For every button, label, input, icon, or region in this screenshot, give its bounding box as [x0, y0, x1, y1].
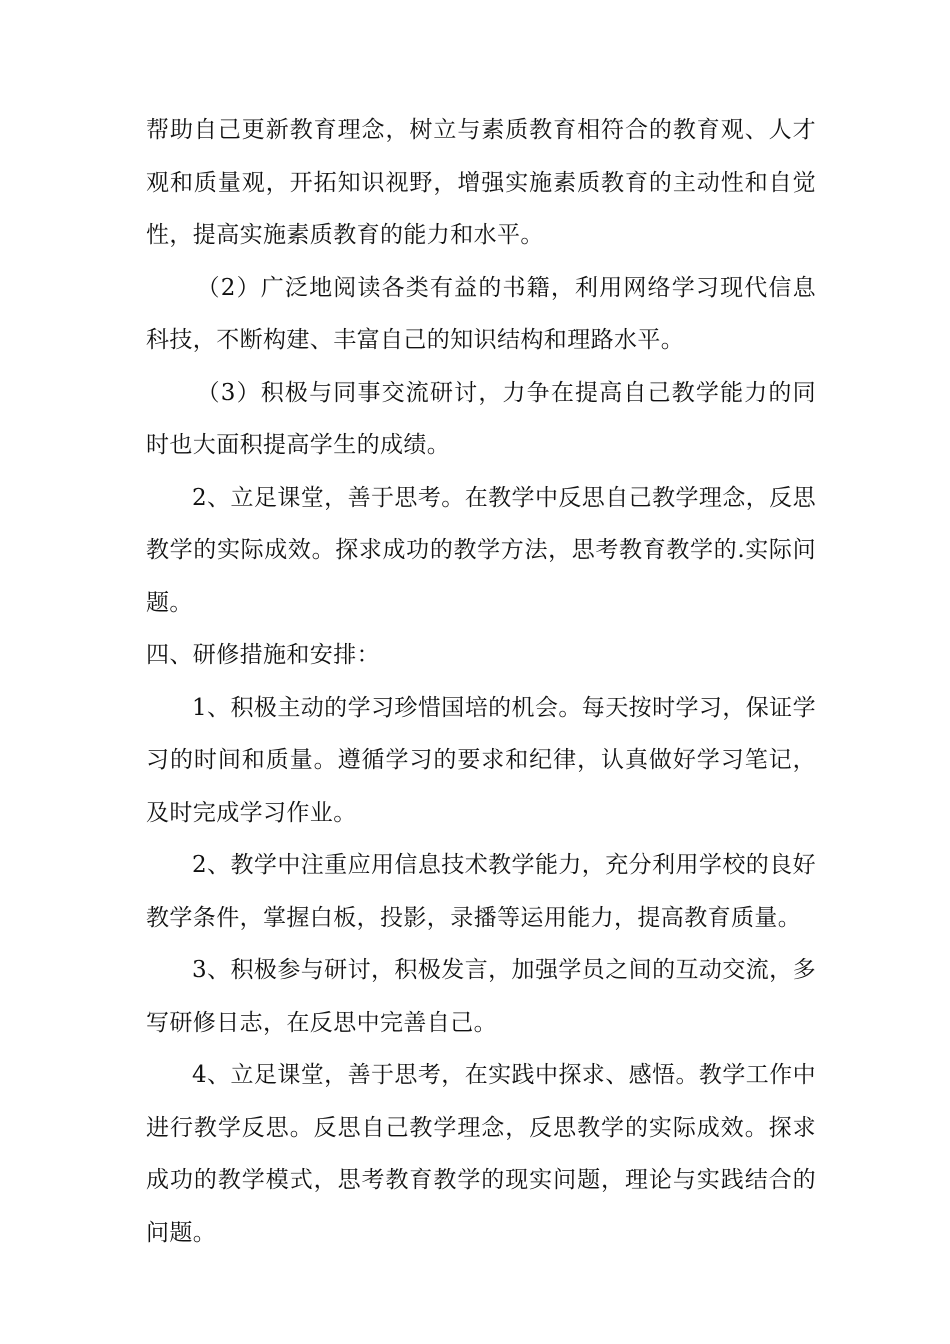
paragraph-continuation: 帮助自己更新教育理念，树立与素质教育相符合的教育观、人才观和质量观，开拓知识视野，增强实施素质教育的主动性和自觉性，提高实施素质教育的能力和水平。	[146, 117, 816, 248]
paragraph-item-2: （2）广泛地阅读各类有益的书籍，利用网络学习现代信息科技，不断构建、丰富自己的知识结构和理路水平。	[146, 274, 816, 353]
paragraph-point-2: 2、立足课堂，善于思考。在教学中反思自己教学理念，反思教学的实际成效。探求成功的教学方法，思考教育教学的.实际问题。	[146, 484, 816, 616]
measure-item-4: 4、立足课堂，善于思考，在实践中探求、感悟。教学工作中进行教学反思。反思自己教学理念，反思教学的实际成效。探求成功的教学模式，思考教育教学的现实问题，理论与实践结合的问题。	[146, 1062, 816, 1246]
measure-item-1: 1、积极主动的学习珍惜国培的机会。每天按时学习，保证学习的时间和质量。遵循学习的要求和纪律，认真做好学习笔记，及时完成学习作业。	[146, 694, 816, 826]
measure-item-3: 3、积极参与研讨，积极发言，加强学员之间的互动交流，多写研修日志，在反思中完善自己。	[146, 957, 816, 1036]
measure-item-2: 2、教学中注重应用信息技术教学能力，充分利用学校的良好教学条件，掌握白板，投影，录播等运用能力，提高教育质量。	[146, 852, 816, 931]
paragraph-item-3: （3）积极与同事交流研讨，力争在提高自己教学能力的同时也大面积提高学生的成绩。	[146, 379, 816, 458]
document-body	[146, 104, 816, 1259]
section-heading: 四、研修措施和安排：	[146, 642, 380, 668]
